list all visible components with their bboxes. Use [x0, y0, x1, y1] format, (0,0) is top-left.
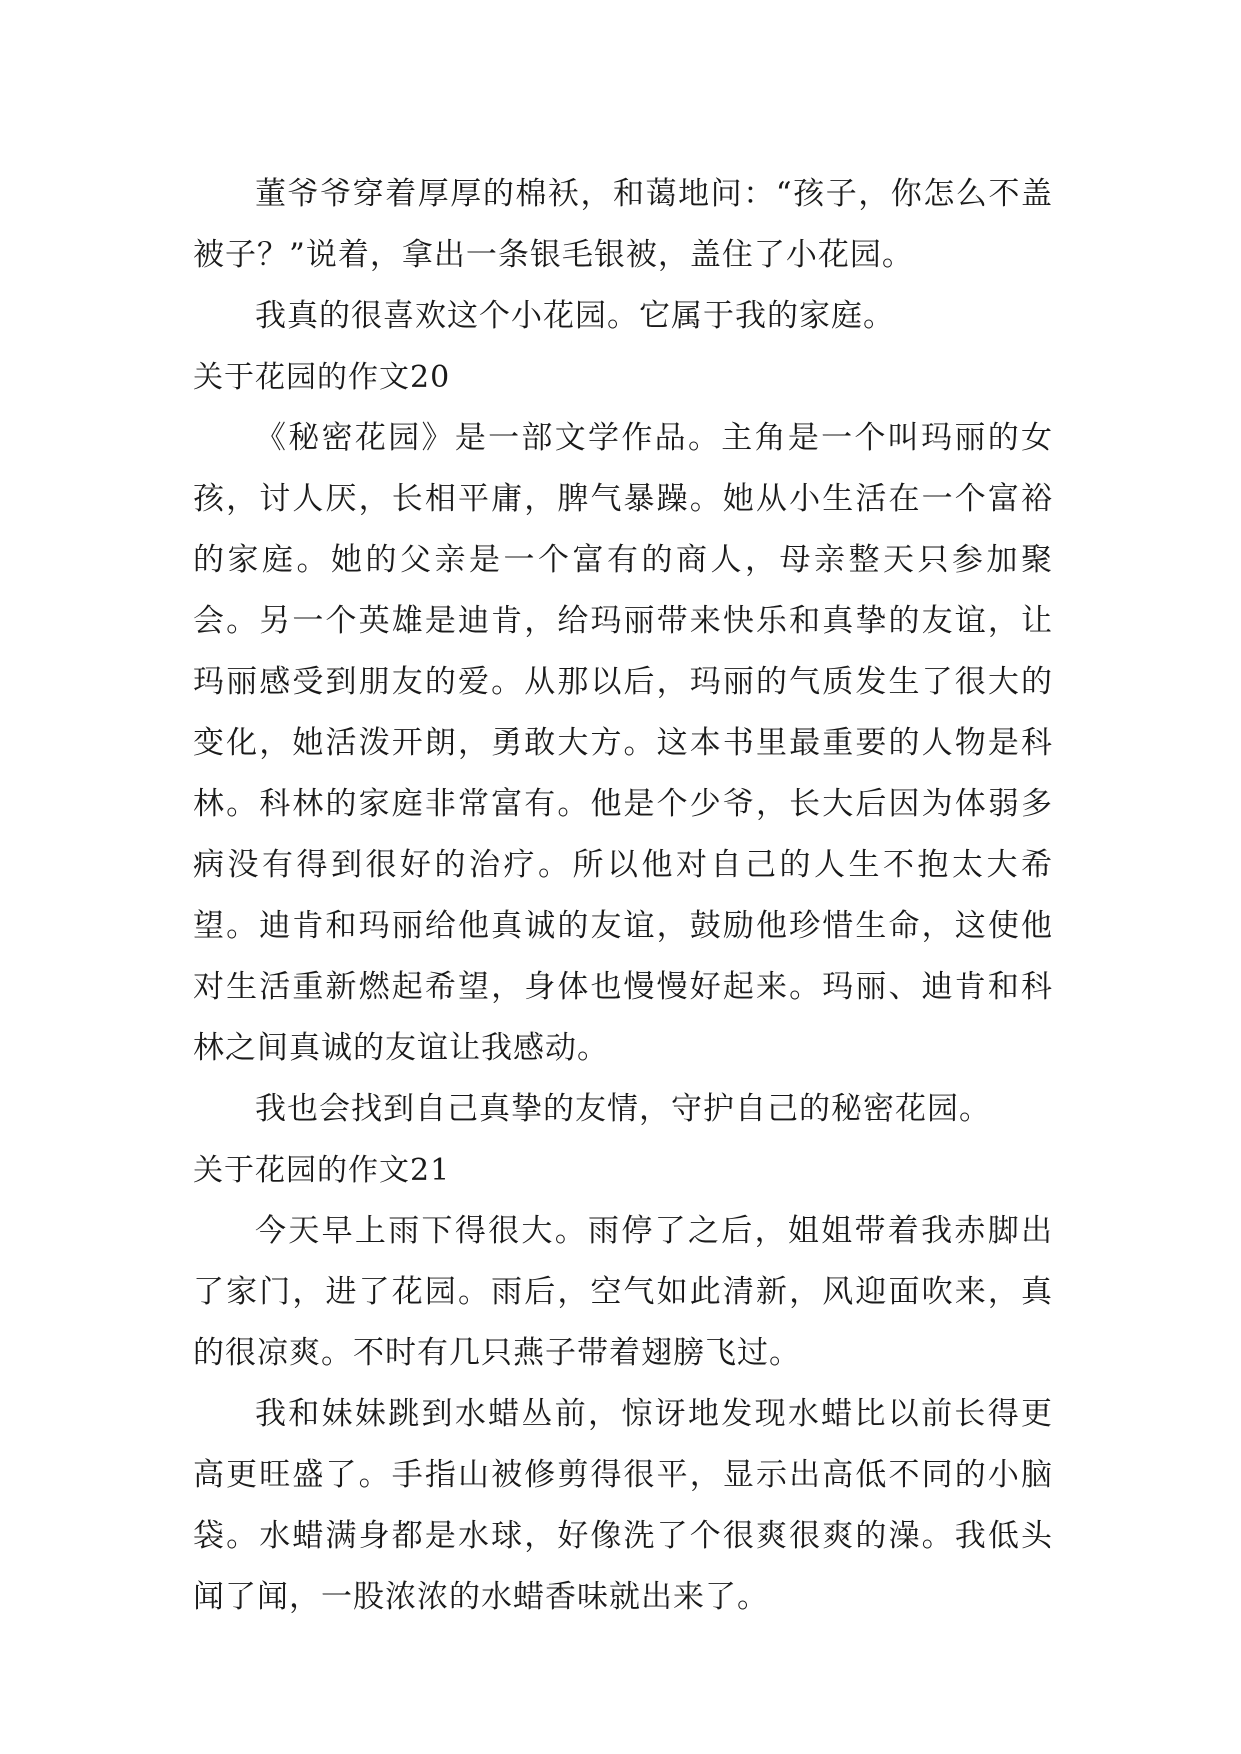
essay-heading-21: 关于花园的作文21	[193, 1153, 451, 1188]
paragraph-privet-bush: 我和妹妹跳到水蜡丛前，惊讶地发现水蜡比以前长得更高更旺盛了。手指山被修剪得很平，显示出高低不同的小脑袋。水蜡满身都是水球，好像洗了个很爽很爽的澡。我低头闻了闻，一股浓浓的水蜡香味就出来了。	[193, 1396, 1053, 1615]
paragraph-after-rain: 今天早上雨下得很大。雨停了之后，姐姐带着我赤脚出了家门，进了花园。雨后，空气如此清新，风迎面吹来，真的很凉爽。不时有几只燕子带着翅膀飞过。	[193, 1213, 1053, 1371]
essay-heading-20: 关于花园的作文20	[193, 360, 451, 395]
paragraph-find-friendship: 我也会找到自己真挚的友情，守护自己的秘密花园。	[255, 1091, 991, 1127]
document-page	[193, 164, 1053, 1628]
paragraph-dong-grandpa: 董爷爷穿着厚厚的棉袄，和蔼地问：“孩子，你怎么不盖被子？”说着，拿出一条银毛银被，盖住了小花园。	[193, 176, 1053, 273]
paragraph-secret-garden: 《秘密花园》是一部文学作品。主角是一个叫玛丽的女孩，讨人厌，长相平庸，脾气暴躁。她从小生活在一个富裕的家庭。她的父亲是一个富有的商人，母亲整天只参加聚会。另一个英雄是迪肯，给玛丽带来快乐和真挚的友谊，让玛丽感受到朋友的爱。从那以后，玛丽的气质发生了很大的变化，她活泼开朗，勇敢大方。这本书里最重要的人物是科林。科林的家庭非常富有。他是个少爷，长大后因为体弱多病没有得到很好的治疗。所以他对自己的人生不抱太大希望。迪肯和玛丽给他真诚的友谊，鼓励他珍惜生命，这使他对生活重新燃起希望，身体也慢慢好起来。玛丽、迪肯和科林之间真诚的友谊让我感动。	[193, 420, 1053, 1066]
paragraph-love-garden: 我真的很喜欢这个小花园。它属于我的家庭。	[255, 298, 895, 334]
